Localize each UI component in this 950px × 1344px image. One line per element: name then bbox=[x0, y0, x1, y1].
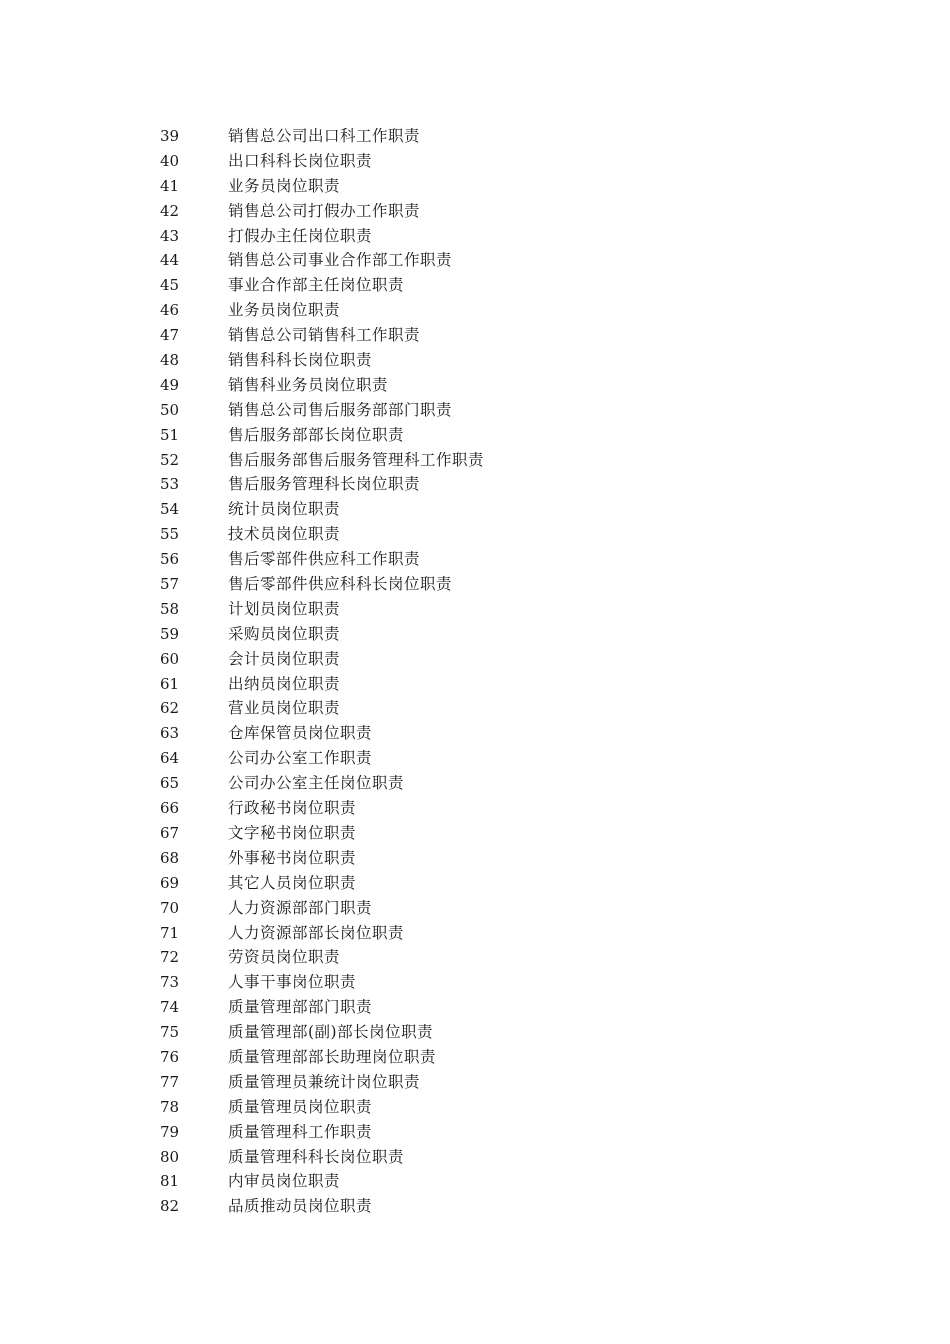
toc-item-title: 会计员岗位职责 bbox=[228, 649, 341, 668]
toc-item-title: 打假办主任岗位职责 bbox=[228, 226, 373, 245]
toc-item-number: 58 bbox=[160, 599, 180, 618]
toc-item-number: 63 bbox=[160, 724, 180, 743]
toc-item-title: 计划员岗位职责 bbox=[228, 599, 341, 618]
toc-row bbox=[160, 373, 484, 398]
toc-row bbox=[160, 597, 484, 622]
toc-row bbox=[160, 224, 484, 249]
toc-row bbox=[160, 945, 484, 970]
toc-row bbox=[160, 672, 484, 697]
toc-row bbox=[160, 423, 484, 448]
toc-row bbox=[160, 298, 484, 323]
toc-item-number: 47 bbox=[160, 326, 180, 345]
toc-item-number: 61 bbox=[160, 674, 180, 693]
toc-item-number: 64 bbox=[160, 749, 180, 768]
toc-item-title: 品质推动员岗位职责 bbox=[228, 1197, 373, 1216]
toc-row bbox=[160, 1145, 484, 1170]
toc-item-number: 81 bbox=[160, 1172, 180, 1191]
toc-item-title: 质量管理科工作职责 bbox=[228, 1122, 373, 1141]
toc-row bbox=[160, 522, 484, 547]
toc-item-title: 销售科科长岗位职责 bbox=[228, 351, 373, 370]
toc-item-number: 45 bbox=[160, 276, 180, 295]
toc-item-number: 77 bbox=[160, 1072, 180, 1091]
toc-item-title: 行政秘书岗位职责 bbox=[228, 799, 357, 818]
toc-item-title: 文字秘书岗位职责 bbox=[228, 823, 357, 842]
toc-item-title: 业务员岗位职责 bbox=[228, 301, 341, 320]
toc-item-number: 53 bbox=[160, 475, 180, 494]
toc-item-number: 43 bbox=[160, 226, 180, 245]
toc-row bbox=[160, 1120, 484, 1145]
toc-row bbox=[160, 273, 484, 298]
toc-item-number: 72 bbox=[160, 948, 180, 967]
toc-list bbox=[160, 124, 484, 1219]
toc-item-title: 销售总公司事业合作部工作职责 bbox=[228, 251, 453, 270]
toc-item-number: 71 bbox=[160, 923, 180, 942]
toc-row bbox=[160, 1045, 484, 1070]
toc-item-title: 营业员岗位职责 bbox=[228, 699, 341, 718]
toc-row bbox=[160, 846, 484, 871]
toc-item-title: 公司办公室主任岗位职责 bbox=[228, 774, 405, 793]
toc-item-title: 人事干事岗位职责 bbox=[228, 973, 357, 992]
toc-item-title: 售后服务部售后服务管理科工作职责 bbox=[228, 450, 485, 469]
toc-item-title: 人力资源部部门职责 bbox=[228, 898, 373, 917]
toc-item-title: 人力资源部部长岗位职责 bbox=[228, 923, 405, 942]
toc-row bbox=[160, 348, 484, 373]
toc-row bbox=[160, 647, 484, 672]
toc-item-title: 销售总公司销售科工作职责 bbox=[228, 326, 421, 345]
toc-item-number: 56 bbox=[160, 550, 180, 569]
toc-item-number: 78 bbox=[160, 1097, 180, 1116]
toc-item-title: 质量管理部(副)部长岗位职责 bbox=[228, 1023, 434, 1042]
toc-item-title: 事业合作部主任岗位职责 bbox=[228, 276, 405, 295]
toc-item-title: 出口科科长岗位职责 bbox=[228, 151, 373, 170]
toc-item-number: 48 bbox=[160, 351, 180, 370]
toc-item-title: 技术员岗位职责 bbox=[228, 525, 341, 544]
toc-row bbox=[160, 970, 484, 995]
toc-item-title: 销售总公司打假办工作职责 bbox=[228, 201, 421, 220]
toc-item-title: 售后零部件供应科工作职责 bbox=[228, 550, 421, 569]
toc-item-number: 74 bbox=[160, 998, 180, 1017]
toc-item-title: 售后零部件供应科科长岗位职责 bbox=[228, 575, 453, 594]
toc-item-title: 质量管理部部门职责 bbox=[228, 998, 373, 1017]
toc-item-number: 57 bbox=[160, 575, 180, 594]
toc-row bbox=[160, 896, 484, 921]
toc-item-title: 质量管理科科长岗位职责 bbox=[228, 1147, 405, 1166]
toc-row bbox=[160, 821, 484, 846]
toc-item-number: 40 bbox=[160, 151, 180, 170]
toc-item-title: 出纳员岗位职责 bbox=[228, 674, 341, 693]
toc-item-title: 销售科业务员岗位职责 bbox=[228, 375, 389, 394]
toc-item-number: 62 bbox=[160, 699, 180, 718]
toc-item-number: 79 bbox=[160, 1122, 180, 1141]
toc-item-number: 80 bbox=[160, 1147, 180, 1166]
toc-row bbox=[160, 921, 484, 946]
toc-row bbox=[160, 1169, 484, 1194]
toc-row bbox=[160, 323, 484, 348]
toc-row bbox=[160, 796, 484, 821]
toc-row bbox=[160, 547, 484, 572]
toc-item-number: 70 bbox=[160, 898, 180, 917]
toc-row bbox=[160, 174, 484, 199]
toc-item-title: 业务员岗位职责 bbox=[228, 176, 341, 195]
toc-item-title: 销售总公司售后服务部部门职责 bbox=[228, 400, 453, 419]
toc-item-number: 51 bbox=[160, 425, 180, 444]
toc-row bbox=[160, 1070, 484, 1095]
toc-item-number: 82 bbox=[160, 1197, 180, 1216]
toc-item-title: 其它人员岗位职责 bbox=[228, 873, 357, 892]
toc-item-title: 质量管理员兼统计岗位职责 bbox=[228, 1072, 421, 1091]
toc-item-number: 55 bbox=[160, 525, 180, 544]
toc-item-title: 采购员岗位职责 bbox=[228, 624, 341, 643]
toc-item-number: 65 bbox=[160, 774, 180, 793]
toc-row bbox=[160, 124, 484, 149]
toc-item-number: 50 bbox=[160, 400, 180, 419]
toc-item-number: 73 bbox=[160, 973, 180, 992]
toc-item-number: 49 bbox=[160, 375, 180, 394]
toc-item-number: 69 bbox=[160, 873, 180, 892]
toc-item-number: 67 bbox=[160, 823, 180, 842]
toc-item-title: 质量管理部部长助理岗位职责 bbox=[228, 1047, 437, 1066]
toc-item-title: 销售总公司出口科工作职责 bbox=[228, 127, 421, 145]
toc-item-number: 68 bbox=[160, 848, 180, 867]
toc-row bbox=[160, 1020, 484, 1045]
toc-item-title: 售后服务管理科长岗位职责 bbox=[228, 475, 421, 494]
toc-row bbox=[160, 721, 484, 746]
toc-item-number: 44 bbox=[160, 251, 180, 270]
toc-row bbox=[160, 149, 484, 174]
toc-row bbox=[160, 572, 484, 597]
toc-item-number: 39 bbox=[160, 127, 180, 145]
toc-item-title: 外事秘书岗位职责 bbox=[228, 848, 357, 867]
toc-item-title: 质量管理员岗位职责 bbox=[228, 1097, 373, 1116]
toc-item-title: 仓库保管员岗位职责 bbox=[228, 724, 373, 743]
toc-row bbox=[160, 199, 484, 224]
toc-item-number: 52 bbox=[160, 450, 180, 469]
toc-item-number: 41 bbox=[160, 176, 180, 195]
toc-item-number: 42 bbox=[160, 201, 180, 220]
toc-item-title: 内审员岗位职责 bbox=[228, 1172, 341, 1191]
toc-row bbox=[160, 248, 484, 273]
toc-item-title: 劳资员岗位职责 bbox=[228, 948, 341, 967]
toc-row bbox=[160, 472, 484, 497]
toc-item-number: 60 bbox=[160, 649, 180, 668]
toc-item-number: 76 bbox=[160, 1047, 180, 1066]
toc-row bbox=[160, 448, 484, 473]
toc-row bbox=[160, 696, 484, 721]
toc-item-title: 统计员岗位职责 bbox=[228, 500, 341, 519]
toc-item-number: 59 bbox=[160, 624, 180, 643]
toc-item-number: 66 bbox=[160, 799, 180, 818]
toc-item-title: 公司办公室工作职责 bbox=[228, 749, 373, 768]
toc-row bbox=[160, 995, 484, 1020]
toc-row bbox=[160, 746, 484, 771]
toc-row bbox=[160, 622, 484, 647]
toc-item-number: 54 bbox=[160, 500, 180, 519]
toc-row bbox=[160, 871, 484, 896]
toc-row bbox=[160, 1095, 484, 1120]
toc-item-title: 售后服务部部长岗位职责 bbox=[228, 425, 405, 444]
toc-item-number: 46 bbox=[160, 301, 180, 320]
toc-row bbox=[160, 497, 484, 522]
toc-item-number: 75 bbox=[160, 1023, 180, 1042]
toc-row bbox=[160, 1194, 484, 1219]
toc-row bbox=[160, 771, 484, 796]
toc-row bbox=[160, 398, 484, 423]
